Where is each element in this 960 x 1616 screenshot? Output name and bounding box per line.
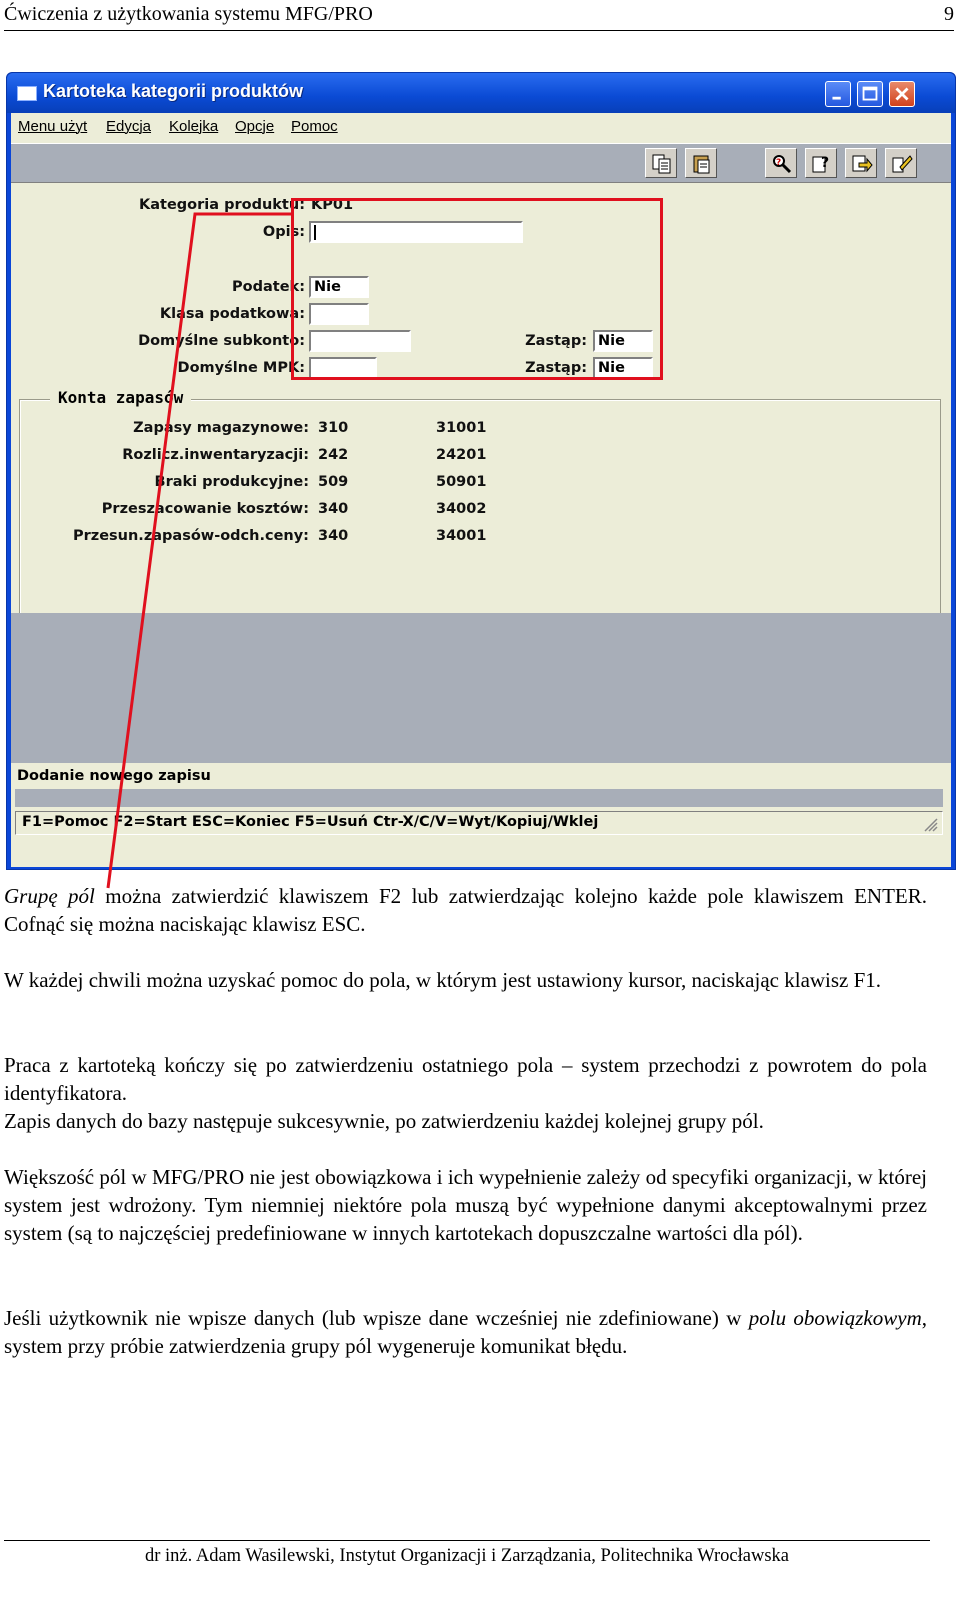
inventory-row-account: 310 [318, 420, 349, 436]
paragraph-2: W każdej chwili można uzyskać pomoc do pola, w którym jest ustawiony kursor, naciskając klawisz F1. [4, 968, 882, 992]
paragraph-5: Większość pól w MFG/PRO nie jest obowiązkowa i ich wypełnienie zależy od specyfiki organizacji, w której system jest wdrożony. Tym niemniej niektóre pola muszą być wypełnione danymi akceptowalnymi przez system (są to najczęściej predefiniowane w innych kartotekach dopuszczalne wartości dla pól). [4, 1165, 927, 1245]
replace2-label: Zastąp: [525, 360, 587, 376]
default-subaccount-label: Domyślne subkonto: [138, 333, 305, 349]
inventory-row-label: Przeszacowanie kosztów: [101, 501, 309, 517]
inventory-row-label: Rozlicz.inwentaryzacji: [122, 447, 309, 463]
window-title: Kartoteka kategorii produktów [43, 81, 304, 101]
inventory-row-label: Zapasy magazynowe: [133, 420, 309, 436]
replace1-field[interactable]: Nie [593, 330, 653, 352]
inventory-row-label: Braki produkcyjne: [154, 474, 309, 490]
category-value: KP01 [311, 197, 354, 213]
p1-rest: można zatwierdzić klawiszem F2 lub zatwierdzając kolejno każde pole klawiszem ENTER. Cofnąć się można naciskając klawisz ESC. [4, 884, 927, 936]
menu-opcje[interactable]: Opcje [235, 118, 275, 135]
tax-field[interactable]: Nie [309, 276, 369, 298]
svg-text:?: ? [821, 155, 830, 171]
menu-pomoc[interactable]: Pomoc [291, 118, 338, 135]
page-footer: dr inż. Adam Wasilewski, Instytut Organizacji i Zarządzania, Politechnika Wrocławska [4, 1540, 930, 1571]
inventory-group-title: Konta zapasów [50, 388, 191, 407]
paragraph-3: Praca z kartoteką kończy się po zatwierdzeniu ostatniego pola – system przechodzi z powrotem do pola identyfikatora. [4, 1053, 927, 1105]
svg-text:?: ? [776, 158, 782, 168]
menu-menu-uzyt[interactable]: Menu użyt [18, 118, 88, 135]
default-mpk-label: Domyślne MPK: [177, 360, 305, 376]
replace1-label: Zastąp: [525, 333, 587, 349]
status-message: Dodanie nowego zapisu [17, 768, 211, 784]
paragraph-6 [4, 1304, 927, 1360]
p6-part-b: , system przy próbie zatwierdzenia grupy pól wygeneruje komunikat błędu. [4, 1306, 927, 1358]
paragraph-1 [4, 882, 927, 938]
key-hints: F1=Pomoc F2=Start ESC=Koniec F5=Usuń Ctr-X/C/V=Wyt/Kopiuj/Wklej [22, 814, 599, 830]
paragraph-4: Zapis danych do bazy następuje sukcesywnie, po zatwierdzeniu każdej kolejnej grupy pól. [4, 1109, 764, 1133]
inventory-row-subaccount: 24201 [436, 447, 487, 463]
inventory-row-subaccount: 50901 [436, 474, 487, 490]
p6-part-a: Jeśli użytkownik nie wpisze danych (lub wpisze dane wcześniej nie zdefiniowane) w [4, 1306, 749, 1330]
inventory-row-account: 242 [318, 447, 349, 463]
inventory-row-subaccount: 34002 [436, 501, 487, 517]
menu-edycja[interactable]: Edycja [106, 118, 152, 135]
inventory-row-subaccount: 34001 [436, 528, 487, 544]
inventory-row-subaccount: 31001 [436, 420, 487, 436]
category-label: Kategoria produktu: [139, 197, 305, 213]
menu-kolejka[interactable]: Kolejka [169, 118, 219, 135]
document-title: Ćwiczenia z użytkowania systemu MFG/PRO [4, 3, 373, 25]
desc-label: Opis: [262, 224, 305, 240]
replace2-field[interactable]: Nie [593, 357, 653, 379]
tax-class-label: Klasa podatkowa: [159, 306, 305, 322]
page-number: 9 [944, 3, 954, 25]
inventory-row-account: 340 [318, 528, 349, 544]
p6-italic: polu obowiązkowym [748, 1306, 922, 1330]
tax-label: Podatek: [232, 279, 305, 295]
p1-italic: Grupę pól [4, 884, 95, 908]
inventory-row-account: 340 [318, 501, 349, 517]
inventory-row-label: Przesun.zapasów-odch.ceny: [72, 528, 309, 544]
inventory-row-account: 509 [318, 474, 349, 490]
